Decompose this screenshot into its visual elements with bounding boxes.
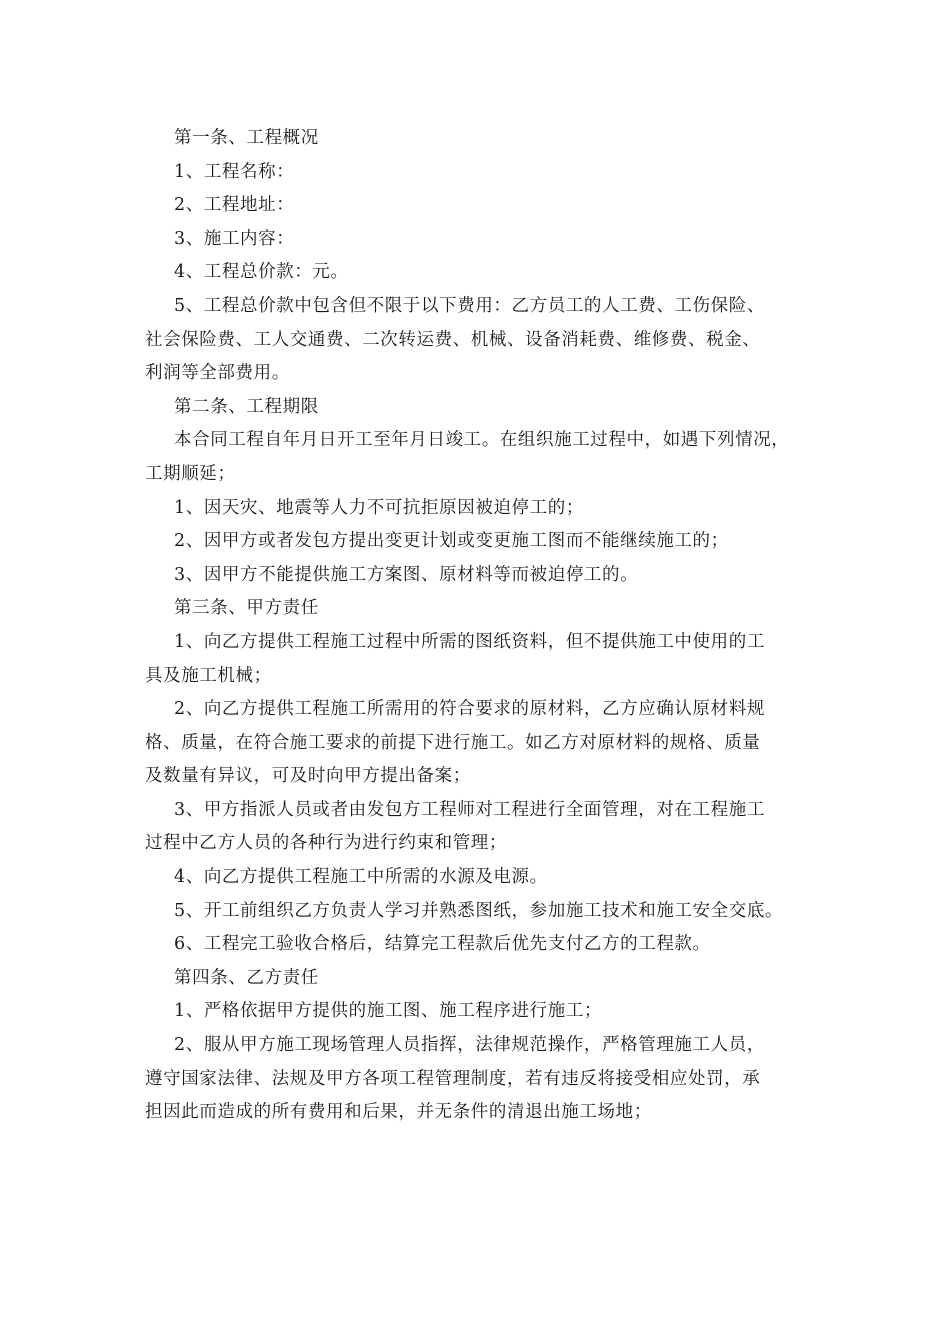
document-line: 6、工程完工验收合格后，结算完工程款后优先支付乙方的工程款。 — [174, 934, 711, 955]
document-body — [145, 122, 815, 1130]
document-line: 4、向乙方提供工程施工中所需的水源及电源。 — [174, 867, 548, 888]
document-line: 3、施工内容： — [174, 228, 295, 249]
document-line: 2、因甲方或者发包方提出变更计划或变更施工图而不能继续施工的； — [174, 531, 729, 552]
document-line: 3、因甲方不能提供施工方案图、原材料等而被迫停工的。 — [174, 564, 639, 585]
document-line: 5、工程总价款中包含但不限于以下费用：乙方员工的人工费、工伤保险、 — [174, 295, 765, 316]
document-line: 4、工程总价款：元。 — [174, 262, 349, 283]
document-line: 遵守国家法律、法规及甲方各项工程管理制度，若有违反将接受相应处罚，承 — [145, 1068, 761, 1089]
document-line: 担因此而造成的所有费用和后果，并无条件的清退出施工场地； — [145, 1102, 652, 1123]
document-line: 社会保险费、工人交通费、二次转运费、机械、设备消耗费、维修费、税金、 — [145, 329, 761, 350]
document-line: 3、甲方指派人员或者由发包方工程师对工程进行全面管理，对在工程施工 — [174, 799, 765, 820]
document-line: 2、工程地址： — [174, 195, 295, 216]
document-line: 本合同工程自年月日开工至年月日竣工。在组织施工过程中，如遇下列情况， — [174, 430, 790, 451]
document-line: 1、向乙方提供工程施工过程中所需的图纸资料，但不提供施工中使用的工 — [174, 631, 765, 652]
document-line: 利润等全部费用。 — [145, 363, 290, 384]
document-line: 1、严格依据甲方提供的施工图、施工程序进行施工； — [174, 1001, 603, 1022]
document-line: 1、工程名称： — [174, 161, 295, 182]
document-line: 1、因天灾、地震等人力不可抗拒原因被迫停工的； — [174, 497, 584, 518]
document-line: 格、质量，在符合施工要求的前提下进行施工。如乙方对原材料的规格、质量 — [145, 732, 761, 753]
document-line: 第四条、乙方责任 — [174, 967, 319, 988]
document-line: 2、向乙方提供工程施工所需用的符合要求的原材料，乙方应确认原材料规 — [174, 699, 765, 720]
document-line: 第三条、甲方责任 — [174, 598, 319, 619]
document-line: 及数量有异议，可及时向甲方提出备案； — [145, 766, 471, 787]
document-line: 工期顺延； — [145, 463, 236, 484]
document-line: 第二条、工程期限 — [174, 396, 319, 417]
document-line: 第一条、工程概况 — [174, 128, 319, 148]
document-line: 2、服从甲方施工现场管理人员指挥，法律规范操作，严格管理施工人员， — [174, 1035, 765, 1056]
document-line: 5、开工前组织乙方负责人学习并熟悉图纸，参加施工技术和施工安全交底。 — [174, 900, 784, 921]
document-line: 过程中乙方人员的各种行为进行约束和管理； — [145, 833, 507, 854]
document-line: 具及施工机械； — [145, 665, 272, 686]
